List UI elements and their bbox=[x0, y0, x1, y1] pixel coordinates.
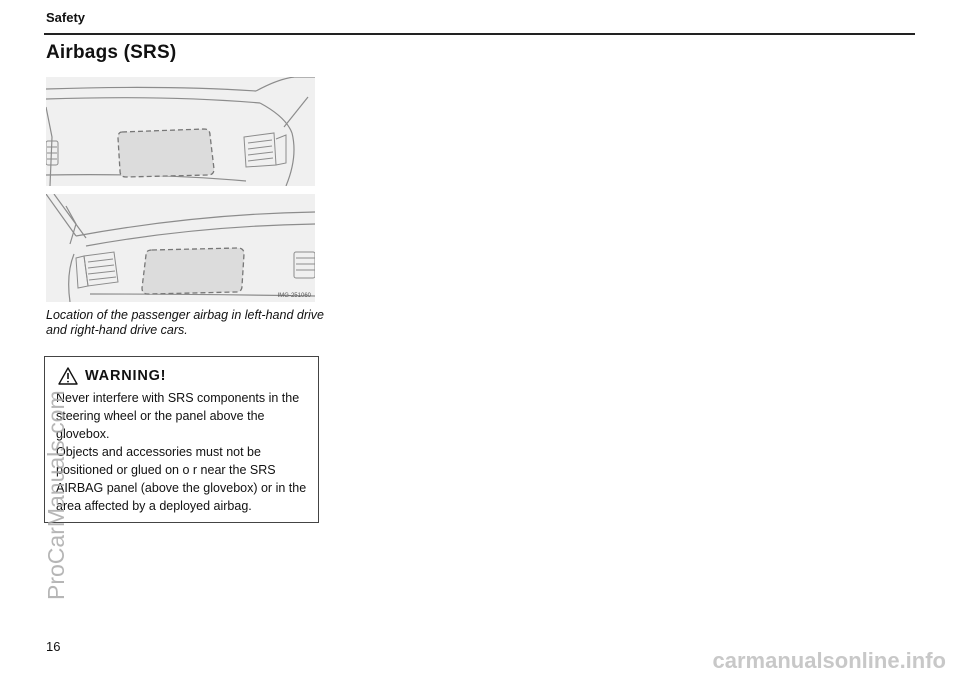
illustration-right-hand-drive bbox=[46, 194, 315, 302]
figure-caption: Location of the passenger airbag in left-hand drive and right-hand drive cars. bbox=[46, 308, 324, 337]
airbag-panel-lhd bbox=[118, 129, 214, 177]
warning-title: WARNING! bbox=[85, 368, 167, 384]
airbag-panel-rhd bbox=[142, 248, 244, 294]
warning-line: Objects and accessories must not be positioned or glued on o r near the SRS AIRBAG panel (above the glovebox) or in the area affected by a deployed airbag. bbox=[56, 445, 307, 513]
warning-line: Never interfere with SRS components in the steering wheel or the panel above the glovebox. bbox=[56, 391, 300, 441]
header-divider bbox=[44, 33, 915, 35]
section-label: Safety bbox=[46, 10, 86, 25]
page-number: 16 bbox=[46, 639, 61, 654]
air-vent-right bbox=[294, 252, 315, 278]
air-vent-left bbox=[76, 252, 118, 288]
illustration-left-hand-drive bbox=[46, 77, 315, 186]
dashboard-lhd-drawing bbox=[46, 77, 315, 186]
bottom-watermark: carmanualsonline.info bbox=[712, 648, 946, 673]
page-title: Airbags (SRS) bbox=[46, 42, 177, 63]
warning-triangle-icon bbox=[58, 367, 78, 385]
side-watermark: ProCarManuals.com bbox=[43, 390, 69, 600]
warning-box bbox=[44, 356, 319, 523]
warning-header bbox=[58, 366, 166, 386]
image-code: IMG-251060 bbox=[277, 293, 311, 299]
dashboard-rhd-drawing bbox=[46, 194, 315, 302]
air-vent-right bbox=[244, 133, 286, 167]
warning-text bbox=[56, 389, 314, 515]
